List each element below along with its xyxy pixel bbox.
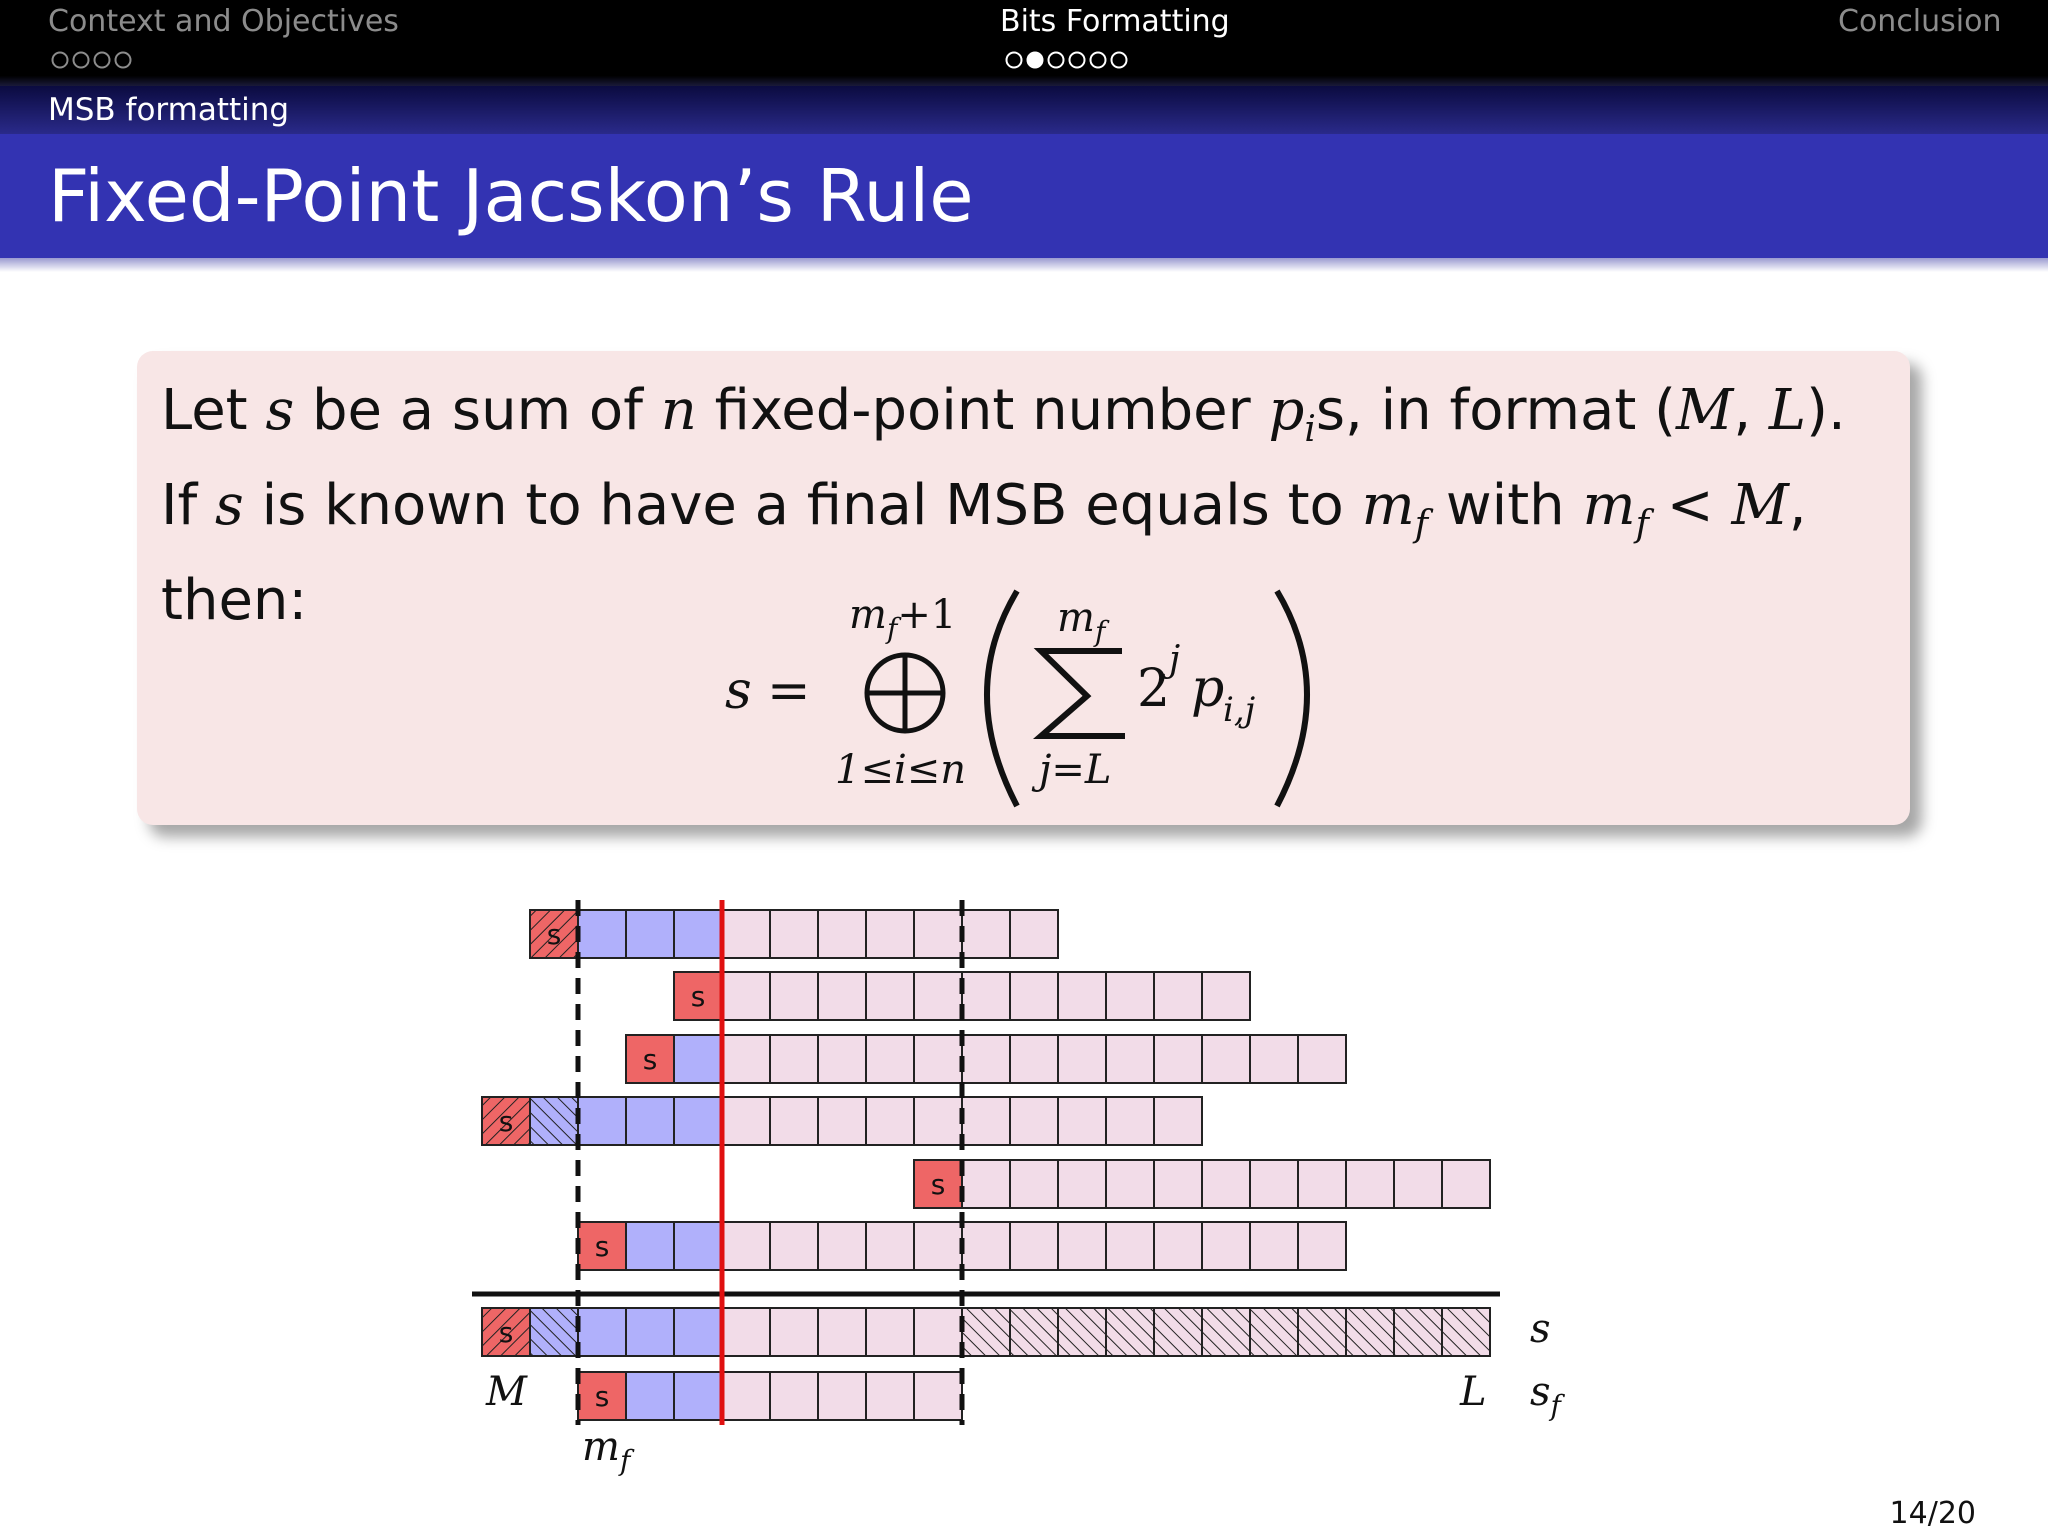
sigma-lower: j=L — [1039, 747, 1112, 793]
operand-3-lsb-bit — [1010, 1035, 1058, 1083]
operand-2-lsb-bit — [722, 972, 770, 1020]
operand-4-lsb-bit — [1058, 1097, 1106, 1145]
sign-label: s — [498, 1105, 514, 1138]
operand-3-lsb-bit — [818, 1035, 866, 1083]
operand-1-msb-bit — [578, 910, 626, 958]
term-exponent: j — [1169, 639, 1181, 680]
result-truncated-bit — [962, 1308, 1010, 1356]
label-result-s: s — [1530, 1306, 1551, 1352]
result-truncated-bit — [1058, 1308, 1106, 1356]
operand-3-lsb-bit — [1298, 1035, 1346, 1083]
operand-5-lsb-bit — [1106, 1160, 1154, 1208]
operand-4-msb-bit — [674, 1097, 722, 1145]
operand-1-lsb-bit — [914, 910, 962, 958]
operand-1-lsb-bit — [770, 910, 818, 958]
result-truncated-bit — [1250, 1308, 1298, 1356]
operand-2-lsb-bit — [1058, 972, 1106, 1020]
sign-label: s — [642, 1043, 658, 1076]
final-lsb-bit — [866, 1372, 914, 1420]
final-lsb-bit — [722, 1372, 770, 1420]
final-lsb-bit — [914, 1372, 962, 1420]
subsection-title: MSB formatting — [48, 92, 290, 128]
frame-title: Fixed-Point Jacskon’s Rule — [48, 154, 974, 238]
operand-3-lsb-bit — [1250, 1035, 1298, 1083]
operand-5-lsb-bit — [1154, 1160, 1202, 1208]
bit-alignment-diagram — [0, 880, 2048, 1480]
operand-3-lsb-bit — [914, 1035, 962, 1083]
operand-1-lsb-bit — [962, 910, 1010, 958]
operand-2-lsb-bit — [962, 972, 1010, 1020]
operand-1-msb-bit — [674, 910, 722, 958]
operand-5-lsb-bit — [962, 1160, 1010, 1208]
nav-section-bits-formatting[interactable]: Bits Formatting — [1000, 4, 1230, 39]
sign-label: s — [594, 1380, 610, 1413]
page-number: 14/20 — [1889, 1496, 1976, 1531]
nav-dot — [1070, 53, 1085, 68]
operand-5-lsb-bit — [1394, 1160, 1442, 1208]
operand-3-lsb-bit — [866, 1035, 914, 1083]
operand-1-msb-bit — [626, 910, 674, 958]
sign-label: s — [546, 918, 562, 951]
result-truncated-bit — [1442, 1308, 1490, 1356]
operand-5-lsb-bit — [1202, 1160, 1250, 1208]
formula-lhs: s — [725, 661, 752, 721]
operand-4-msb-bit — [578, 1097, 626, 1145]
label-lsb-L: L — [1460, 1369, 1487, 1415]
label-msb-M: M — [486, 1369, 527, 1415]
frame-title-bar — [0, 134, 2048, 258]
operand-2-lsb-bit — [1106, 972, 1154, 1020]
operand-6-lsb-bit — [914, 1222, 962, 1270]
operand-6-lsb-bit — [962, 1222, 1010, 1270]
nav-section-conclusion[interactable]: Conclusion — [1838, 4, 2002, 39]
operand-3-lsb-bit — [1202, 1035, 1250, 1083]
result-truncated-bit — [1154, 1308, 1202, 1356]
operand-6-lsb-bit — [1106, 1222, 1154, 1270]
operand-4-lsb-bit — [722, 1097, 770, 1145]
nav-dot — [74, 53, 89, 68]
operand-3-msb-bit — [674, 1035, 722, 1083]
operand-1-lsb-bit — [722, 910, 770, 958]
oplus-upper: $m_f+1$ — [849, 592, 957, 645]
operand-5-lsb-bit — [1346, 1160, 1394, 1208]
nav-dot — [1028, 53, 1043, 68]
operand-4-lsb-bit — [1154, 1097, 1202, 1145]
result-msb-bit — [674, 1308, 722, 1356]
result-msb-bit — [626, 1308, 674, 1356]
result-truncated-bit — [1106, 1308, 1154, 1356]
operand-5-lsb-bit — [1010, 1160, 1058, 1208]
operand-4-lsb-bit — [914, 1097, 962, 1145]
operand-6-lsb-bit — [866, 1222, 914, 1270]
sign-label: s — [498, 1316, 514, 1349]
operand-1-lsb-bit — [866, 910, 914, 958]
result-lsb-bit — [866, 1308, 914, 1356]
result-truncated-bit — [1394, 1308, 1442, 1356]
result-lsb-bit — [818, 1308, 866, 1356]
nav-section-context[interactable]: Context and Objectives — [48, 4, 399, 39]
final-msb-bit — [674, 1372, 722, 1420]
operand-4-lsb-bit — [1106, 1097, 1154, 1145]
result-truncated-bit — [1346, 1308, 1394, 1356]
operand-2-lsb-bit — [866, 972, 914, 1020]
sign-label: s — [594, 1230, 610, 1263]
operand-6-msb-bit — [674, 1222, 722, 1270]
subsection-bar — [0, 86, 2048, 134]
term-subscript: i,j — [1223, 690, 1256, 730]
label-final-sf: $s_f$ — [1530, 1369, 1561, 1422]
label-mf: $m_f$ — [582, 1424, 631, 1477]
nav-dots-bits-formatting[interactable] — [1004, 50, 1144, 70]
operand-6-lsb-bit — [1010, 1222, 1058, 1270]
operand-6-lsb-bit — [1154, 1222, 1202, 1270]
nav-dot — [1112, 53, 1127, 68]
term-base: 2 — [1137, 659, 1171, 719]
nav-dot — [1091, 53, 1106, 68]
operand-6-lsb-bit — [1058, 1222, 1106, 1270]
rule-block — [137, 351, 1910, 825]
operand-6-msb-bit — [626, 1222, 674, 1270]
nav-dot — [1049, 53, 1064, 68]
term-variable: p — [1191, 659, 1225, 719]
operand-3-lsb-bit — [1106, 1035, 1154, 1083]
navigation-bar — [0, 0, 2048, 86]
nav-dots-context[interactable] — [50, 50, 150, 70]
operand-4-lsb-bit — [962, 1097, 1010, 1145]
operand-2-lsb-bit — [1010, 972, 1058, 1020]
operand-6-lsb-bit — [1202, 1222, 1250, 1270]
result-lsb-bit — [722, 1308, 770, 1356]
operand-1-lsb-bit — [1010, 910, 1058, 958]
result-truncated-bit — [1298, 1308, 1346, 1356]
nav-dot — [53, 53, 68, 68]
operand-4-lsb-bit — [1010, 1097, 1058, 1145]
right-paren — [1277, 591, 1307, 806]
final-lsb-bit — [770, 1372, 818, 1420]
sign-label: s — [690, 980, 706, 1013]
result-discarded-bit — [530, 1308, 578, 1356]
operand-6-lsb-bit — [770, 1222, 818, 1270]
operand-6-lsb-bit — [818, 1222, 866, 1270]
operand-5-lsb-bit — [1442, 1160, 1490, 1208]
sigma-icon — [1041, 651, 1125, 736]
operand-3-lsb-bit — [770, 1035, 818, 1083]
result-truncated-bit — [1202, 1308, 1250, 1356]
left-paren — [987, 591, 1017, 806]
nav-dot — [116, 53, 131, 68]
operand-2-lsb-bit — [770, 972, 818, 1020]
operand-5-lsb-bit — [1058, 1160, 1106, 1208]
operand-4-msb-bit — [626, 1097, 674, 1145]
formula — [137, 351, 1910, 825]
operand-5-lsb-bit — [1298, 1160, 1346, 1208]
operand-4-discarded-bit — [530, 1097, 578, 1145]
nav-dot — [95, 53, 110, 68]
oplus-lower: 1≤i≤n — [835, 747, 967, 793]
operand-2-lsb-bit — [818, 972, 866, 1020]
sigma-upper: $m_f$ — [1057, 595, 1106, 648]
operand-5-lsb-bit — [1250, 1160, 1298, 1208]
operand-2-lsb-bit — [914, 972, 962, 1020]
title-shadow — [0, 258, 2048, 272]
operand-3-lsb-bit — [722, 1035, 770, 1083]
final-msb-bit — [626, 1372, 674, 1420]
operand-6-lsb-bit — [1298, 1222, 1346, 1270]
operand-6-lsb-bit — [722, 1222, 770, 1270]
final-lsb-bit — [818, 1372, 866, 1420]
rule-statement: Let s be a sum of n fixed-point number $p_is$, in format (M, L). If s is known to have a final MSB equals to $m_f$ with $m_f < M$, then: — [161, 378, 1846, 634]
operand-4-lsb-bit — [770, 1097, 818, 1145]
result-msb-bit — [578, 1308, 626, 1356]
operand-3-lsb-bit — [962, 1035, 1010, 1083]
operand-2-lsb-bit — [1154, 972, 1202, 1020]
operand-3-lsb-bit — [1058, 1035, 1106, 1083]
sign-label: s — [930, 1168, 946, 1201]
operand-4-lsb-bit — [866, 1097, 914, 1145]
formula-equals: = — [767, 661, 811, 721]
operand-4-lsb-bit — [818, 1097, 866, 1145]
operand-1-lsb-bit — [818, 910, 866, 958]
operand-3-lsb-bit — [1154, 1035, 1202, 1083]
operand-6-lsb-bit — [1250, 1222, 1298, 1270]
result-lsb-bit — [770, 1308, 818, 1356]
nav-dot — [1007, 53, 1022, 68]
operand-2-lsb-bit — [1202, 972, 1250, 1020]
result-lsb-bit — [914, 1308, 962, 1356]
result-truncated-bit — [1010, 1308, 1058, 1356]
